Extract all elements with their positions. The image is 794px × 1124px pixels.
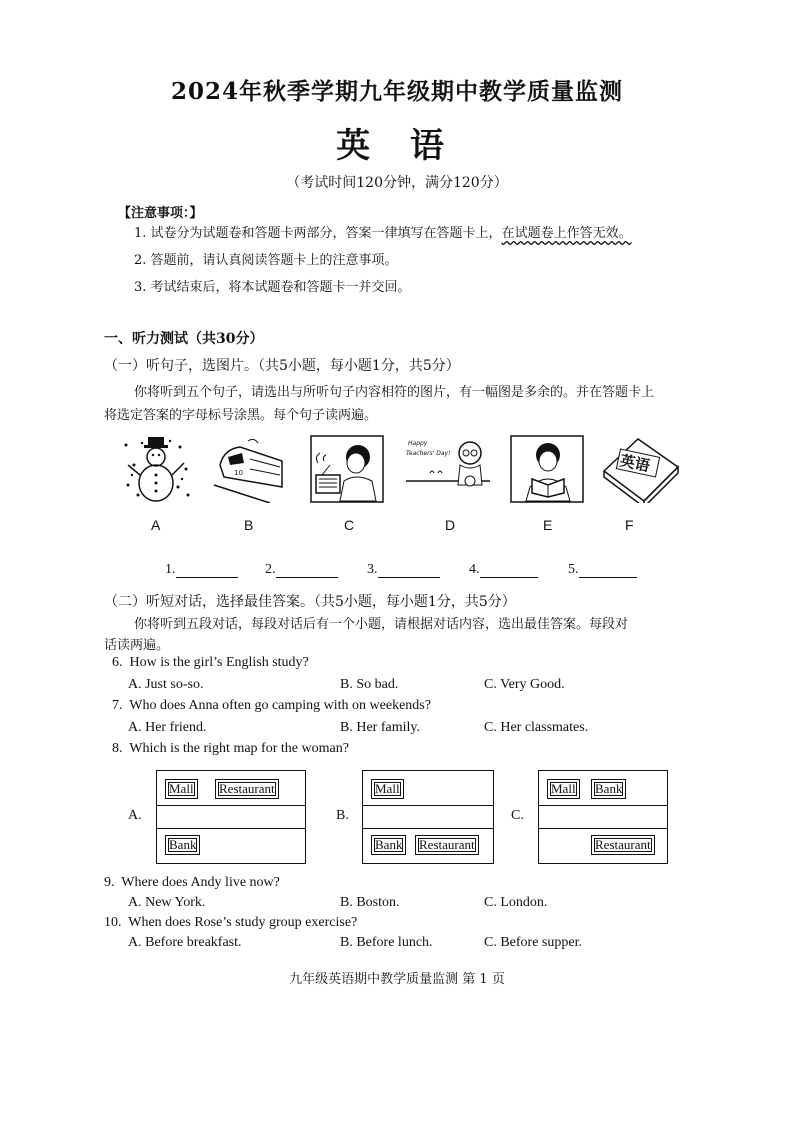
part1-instruction-line1: 你将听到五个句子，请选出与所听句子内容相符的图片，有一幅图是多余的。并在答题卡上 <box>134 385 655 400</box>
map-building-bank: Bank <box>165 835 200 855</box>
notice-item-text: 试卷分为试题卷和答题卡两部分，答案一律填写在答题卡上， <box>150 226 502 241</box>
time-note: （考试时间120分钟，满分120分） <box>286 175 508 191</box>
card-text-line2: Teachers' Day! <box>406 450 451 457</box>
teachers-day-icon <box>406 435 490 503</box>
map-building-restaurant: Restaurant <box>215 779 279 799</box>
map-building-restaurant: Restaurant <box>415 835 479 855</box>
map-road <box>157 805 305 829</box>
option-6b[interactable]: B. So bad. <box>340 677 399 692</box>
page-footer: 九年级英语期中教学质量监测 第 1 页 <box>289 972 505 987</box>
notice-item-num: 3. <box>134 280 147 295</box>
map-building-bank: Bank <box>371 835 406 855</box>
picture-label-a: A <box>151 517 161 533</box>
option-7c[interactable]: C. Her classmates. <box>484 720 589 735</box>
map-a[interactable] <box>156 770 306 864</box>
answer-blank-1[interactable]: 1. <box>165 562 238 578</box>
part2-instruction-line1: 你将听到五段对话，每段对话后有一个小题，请根据对话内容，选出最佳答案。每段对 <box>134 617 629 632</box>
part1-heading: （一）听句子，选图片。（共5小题，每小题1分，共5分） <box>104 358 460 374</box>
notice-item-2 <box>134 249 398 268</box>
option-9a[interactable]: A. New York. <box>128 895 206 910</box>
reading-person-icon <box>510 435 584 503</box>
picture-label-d: D <box>445 517 456 533</box>
map-building-bank: Bank <box>591 779 626 799</box>
map-road <box>363 805 493 829</box>
train-icon <box>210 435 284 503</box>
question-9: 9. Where does Andy live now? <box>104 875 280 890</box>
book-title: 英语 <box>618 451 652 476</box>
map-option-c-label[interactable]: C. <box>511 808 524 823</box>
part1-instruction-line2: 将选定答案的字母标号涂黑。每个句子读两遍。 <box>104 408 378 423</box>
notice-item-num: 2. <box>134 253 147 268</box>
map-b[interactable] <box>362 770 494 864</box>
question-10: 10. When does Rose’s study group exercise? <box>104 915 358 930</box>
snowman-icon <box>120 435 194 503</box>
option-7b[interactable]: B. Her family. <box>340 720 420 735</box>
notice-item-1 <box>134 222 632 241</box>
section-heading: 一、听力测试（共30分） <box>104 331 264 347</box>
map-building-mall: Mall <box>165 779 198 799</box>
radio-listener-icon <box>310 435 384 503</box>
option-9b[interactable]: B. Boston. <box>340 895 400 910</box>
option-10a[interactable]: A. Before breakfast. <box>128 935 242 950</box>
subject-title: 英 语 <box>336 126 458 166</box>
part2-instruction-line2: 话读两遍。 <box>104 638 170 653</box>
notice-item-emphasis: 在试题卷上作答无效。 <box>501 226 632 241</box>
option-6a[interactable]: A. Just so-so. <box>128 677 204 692</box>
map-building-mall: Mall <box>371 779 404 799</box>
map-c[interactable] <box>538 770 668 864</box>
option-9c[interactable]: C. London. <box>484 895 548 910</box>
answer-blank-2[interactable]: 2. <box>265 562 338 578</box>
notice-item-3 <box>134 276 411 295</box>
answer-blank-4[interactable]: 4. <box>469 562 538 578</box>
picture-label-f: F <box>625 517 634 533</box>
notice-heading: 【注意事项：】 <box>118 206 203 221</box>
option-6c[interactable]: C. Very Good. <box>484 677 565 692</box>
map-road <box>539 805 667 829</box>
notice-item-text: 考试结束后，将本试题卷和答题卡一并交回。 <box>150 280 411 295</box>
picture-label-b: B <box>244 517 254 533</box>
map-option-b-label[interactable]: B. <box>336 808 349 823</box>
english-book-icon <box>600 435 682 503</box>
option-10c[interactable]: C. Before supper. <box>484 935 582 950</box>
svg-text:10: 10 <box>234 469 243 477</box>
question-6: 6. How is the girl’s English study? <box>112 655 309 670</box>
option-7a[interactable]: A. Her friend. <box>128 720 207 735</box>
notice-item-text: 答题前，请认真阅读答题卡上的注意事项。 <box>150 253 398 268</box>
map-option-a-label[interactable]: A. <box>128 808 142 823</box>
part2-heading: （二）听短对话，选择最佳答案。（共5小题，每小题1分，共5分） <box>104 594 516 610</box>
option-10b[interactable]: B. Before lunch. <box>340 935 433 950</box>
answer-blank-5[interactable]: 5. <box>568 562 637 578</box>
answer-blank-3[interactable]: 3. <box>367 562 440 578</box>
question-7: 7. Who does Anna often go camping with on weekends? <box>112 698 431 713</box>
map-building-restaurant: Restaurant <box>591 835 655 855</box>
picture-label-e: E <box>543 517 553 533</box>
exam-title: 2024年秋季学期九年级期中教学质量监测 <box>170 78 623 105</box>
notice-item-num: 1. <box>134 226 147 241</box>
map-building-mall: Mall <box>547 779 580 799</box>
picture-label-c: C <box>344 517 355 533</box>
card-text-line1: Happy <box>408 440 428 447</box>
question-8: 8. Which is the right map for the woman? <box>112 741 349 756</box>
